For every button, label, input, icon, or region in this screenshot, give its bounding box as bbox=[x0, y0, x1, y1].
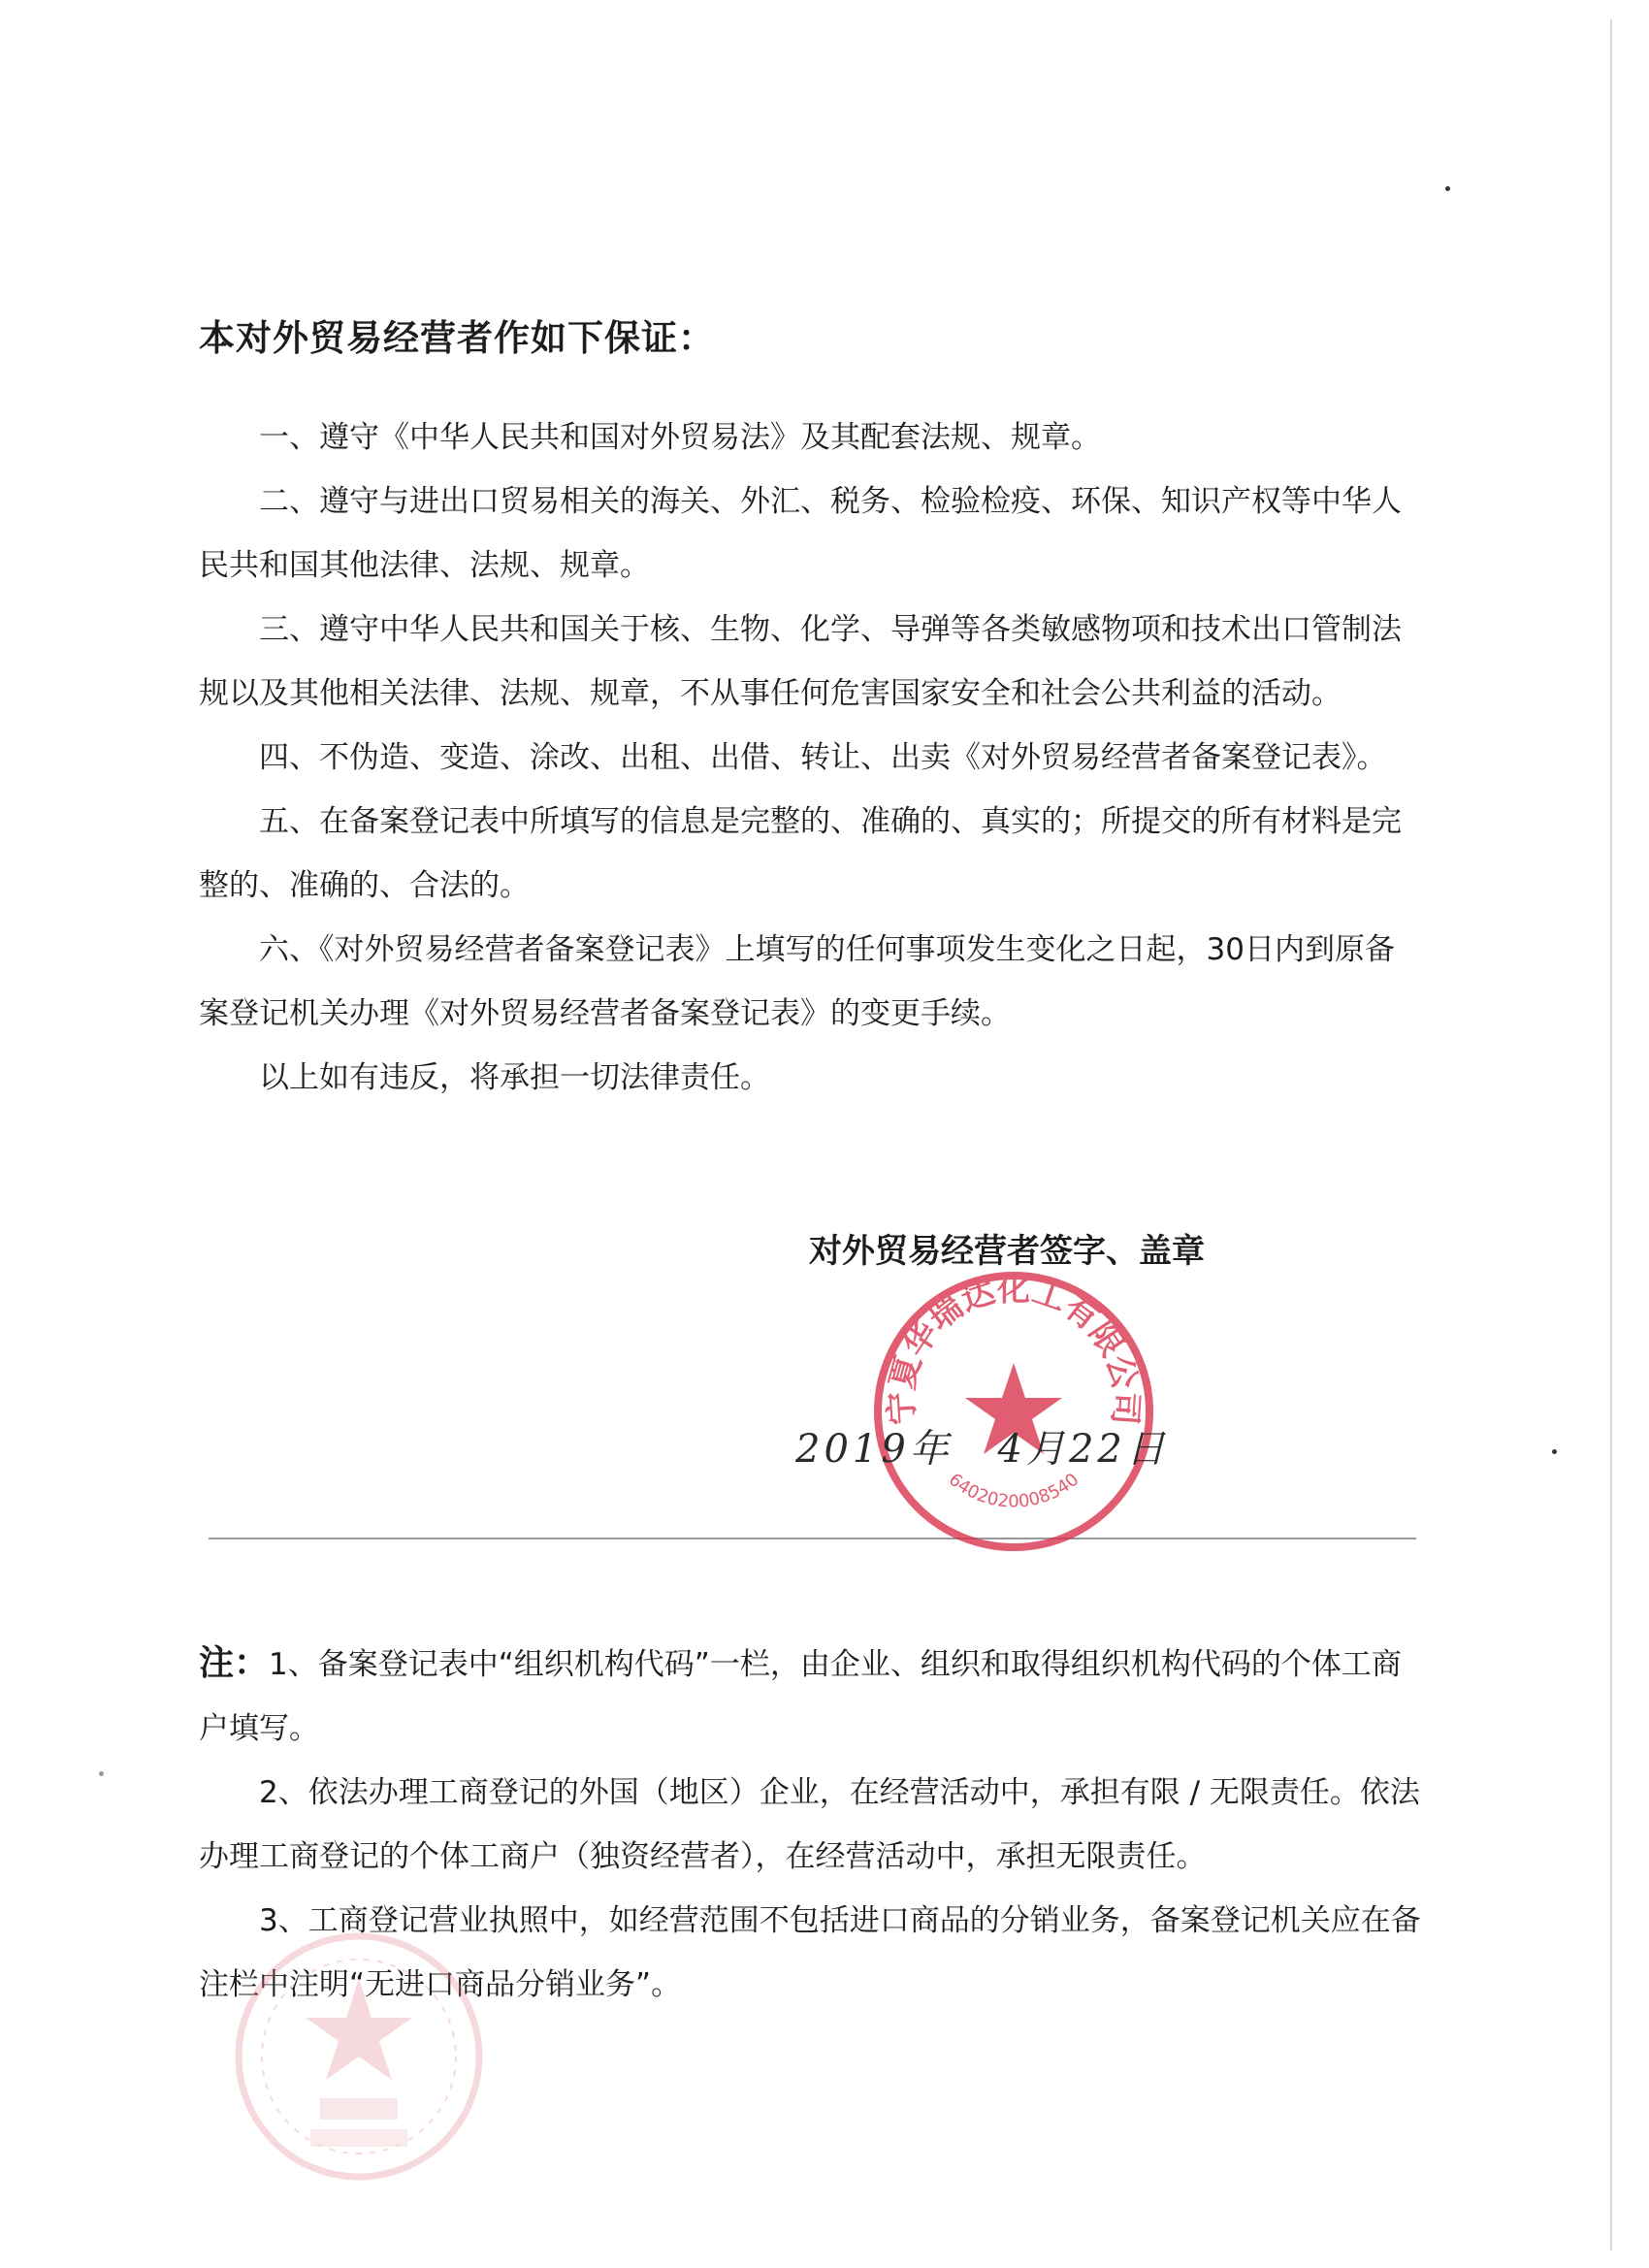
note-item-1 bbox=[199, 1632, 1426, 1761]
note-item-3: 3、工商登记营业执照中，如经营范围不包括进口商品的分销业务，备案登记机关应在备注栏中注明“无进口商品分销业务”。 bbox=[199, 1903, 1421, 2002]
note-text-1: 1、备案登记表中“组织机构代码”一栏，由企业、组织和取得组织机构代码的个体工商户填写。 bbox=[199, 1647, 1402, 1746]
pledge-item-4: 四、不伪造、变造、涂改、出租、出借、转让、出卖《对外贸易经营者备案登记表》。 bbox=[259, 740, 1387, 775]
document-heading: 本对外贸易经营者作如下保证： bbox=[199, 317, 715, 359]
note-item-2: 2、依法办理工商登记的外国（地区）企业，在经营活动中，承担有限 / 无限责任。依法办理工商登记的个体工商户（独资经营者），在经营活动中，承担无限责任。 bbox=[199, 1775, 1420, 1874]
seal-number: 6402020008540 bbox=[944, 1469, 1083, 1512]
pledge-item-5: 五、在备案登记表中所填写的信息是完整的、准确的、真实的；所提交的所有材料是完整的、准确的、合法的。 bbox=[199, 804, 1402, 903]
scan-page-edge bbox=[1610, 19, 1612, 2251]
pledge-item-2: 二、遵守与进出口贸易相关的海关、外汇、税务、检验检疫、环保、知识产权等中华人民共和国其他法律、法规、规章。 bbox=[199, 484, 1402, 583]
scan-speck bbox=[1552, 1449, 1557, 1454]
date-day-suffix: 日 bbox=[1125, 1427, 1169, 1472]
pledge-item-6: 六、《对外贸易经营者备案登记表》上填写的任何事项发生变化之日起，30日内到原备案登记机关办理《对外贸易经营者备案登记表》的变更手续。 bbox=[199, 932, 1395, 1031]
signature-date bbox=[795, 1418, 1169, 1474]
date-year-suffix: 年 bbox=[909, 1427, 953, 1472]
notes-label: 注： bbox=[199, 1643, 270, 1683]
pledge-item-3: 三、遵守中华人民共和国关于核、生物、化学、导弹等各类敏感物项和技术出口管制法规以及其他相关法律、法规、规章，不从事任何危害国家安全和社会公共利益的活动。 bbox=[199, 612, 1402, 711]
date-month: 4 bbox=[997, 1427, 1026, 1472]
pledge-item-1: 一、遵守《中华人民共和国对外贸易法》及其配套法规、规章。 bbox=[259, 420, 1101, 455]
scan-speck bbox=[1445, 186, 1450, 191]
pledge-closing: 以上如有违反，将承担一切法律责任。 bbox=[259, 1060, 770, 1095]
section-divider bbox=[209, 1538, 1416, 1539]
signature-caption: 对外贸易经营者签字、盖章 bbox=[809, 1232, 1205, 1271]
seal-company-name: 宁夏华瑞达化工有限公司 bbox=[882, 1270, 1146, 1427]
faded-seal-star-icon bbox=[306, 1979, 412, 2080]
faded-seal bbox=[228, 1926, 490, 2187]
company-seal bbox=[868, 1266, 1159, 1557]
scan-speck bbox=[99, 1771, 104, 1776]
date-year: 2019 bbox=[795, 1427, 910, 1472]
date-month-suffix: 月 bbox=[1025, 1427, 1069, 1472]
date-day: 22 bbox=[1068, 1427, 1126, 1472]
pledge-list bbox=[199, 405, 1421, 1110]
